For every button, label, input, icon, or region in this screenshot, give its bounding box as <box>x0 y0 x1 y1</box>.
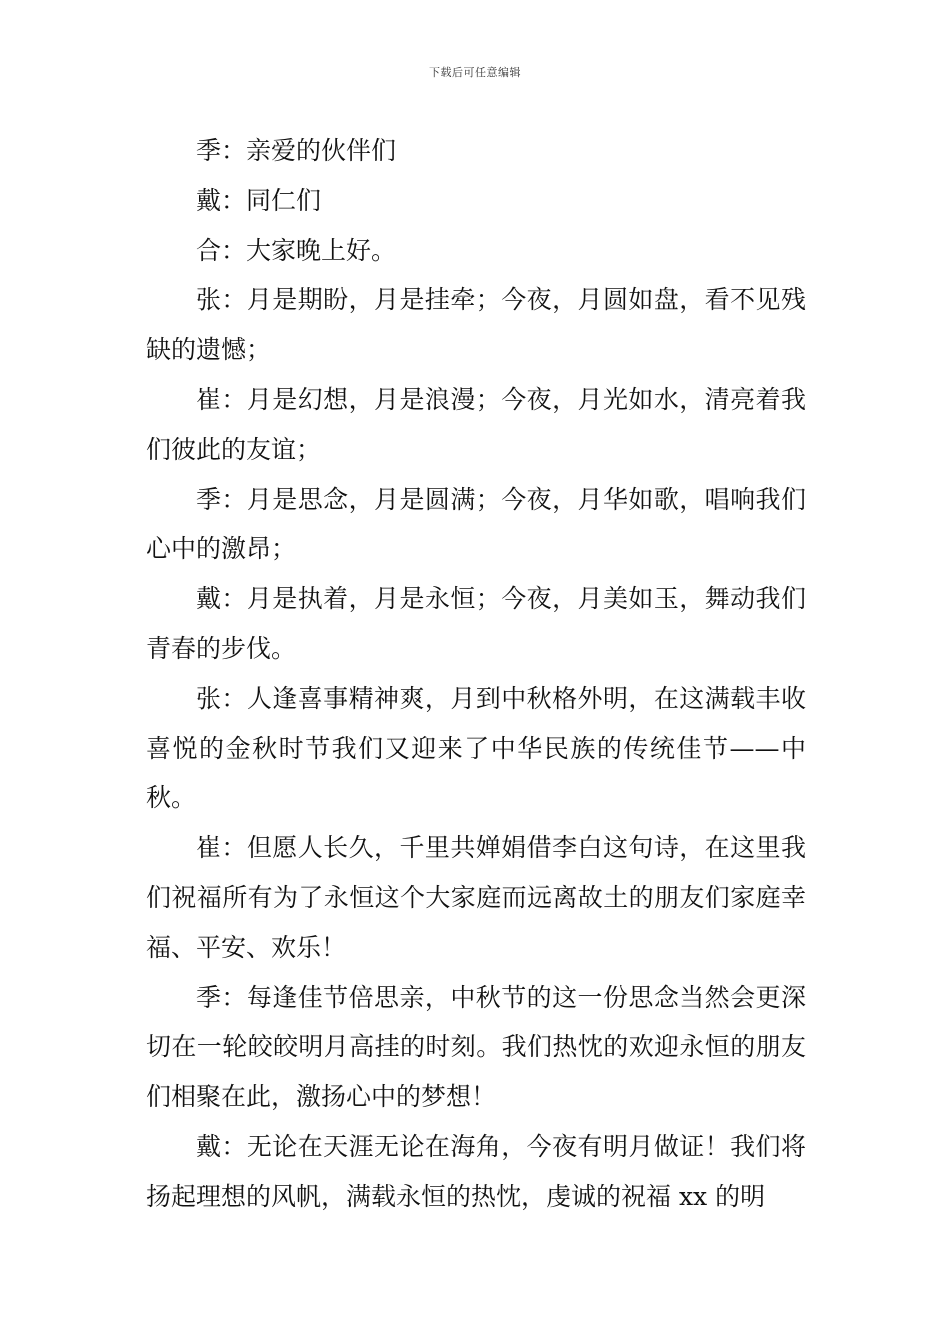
paragraph: 戴：月是执着，月是永恒；今夜，月美如玉，舞动我们青春的步伐。 <box>146 584 806 663</box>
document-body <box>146 126 806 1222</box>
page-header: 下载后可任意编辑 <box>429 66 521 79</box>
paragraph: 季：亲爱的伙伴们 <box>196 136 397 165</box>
paragraph: 戴：无论在天涯无论在海角，今夜有明月做证！我们将扬起理想的风帆，满载永恒的热忱，虔诚的祝福 xx 的明 <box>146 1131 806 1211</box>
paragraph: 合：大家晚上好。 <box>196 235 397 265</box>
paragraph: 季：每逢佳节倍思亲，中秋节的这一份思念当然会更深切在一轮皎皎明月高挂的时刻。我们热忱的欢迎永恒的朋友们相聚在此，激扬心中的梦想！ <box>146 982 806 1112</box>
paragraph: 崔：但愿人长久，千里共婵娟借李白这句诗，在这里我们祝福所有为了永恒这个大家庭而远离故土的朋友们家庭幸福、平安、欢乐！ <box>146 833 806 962</box>
paragraph: 季：月是思念，月是圆满；今夜，月华如歌，唱响我们心中的激昂； <box>146 484 806 564</box>
paragraph: 戴：同仁们 <box>196 185 322 215</box>
paragraph: 张：人逢喜事精神爽，月到中秋格外明，在这满载丰收喜悦的金秋时节我们又迎来了中华民族的传统佳节——中秋。 <box>146 683 806 813</box>
paragraph: 崔：月是幻想，月是浪漫；今夜，月光如水，清亮着我们彼此的友谊； <box>146 384 806 464</box>
paragraph: 张：月是期盼，月是挂牵；今夜，月圆如盘，看不见残缺的遗憾； <box>146 285 806 365</box>
